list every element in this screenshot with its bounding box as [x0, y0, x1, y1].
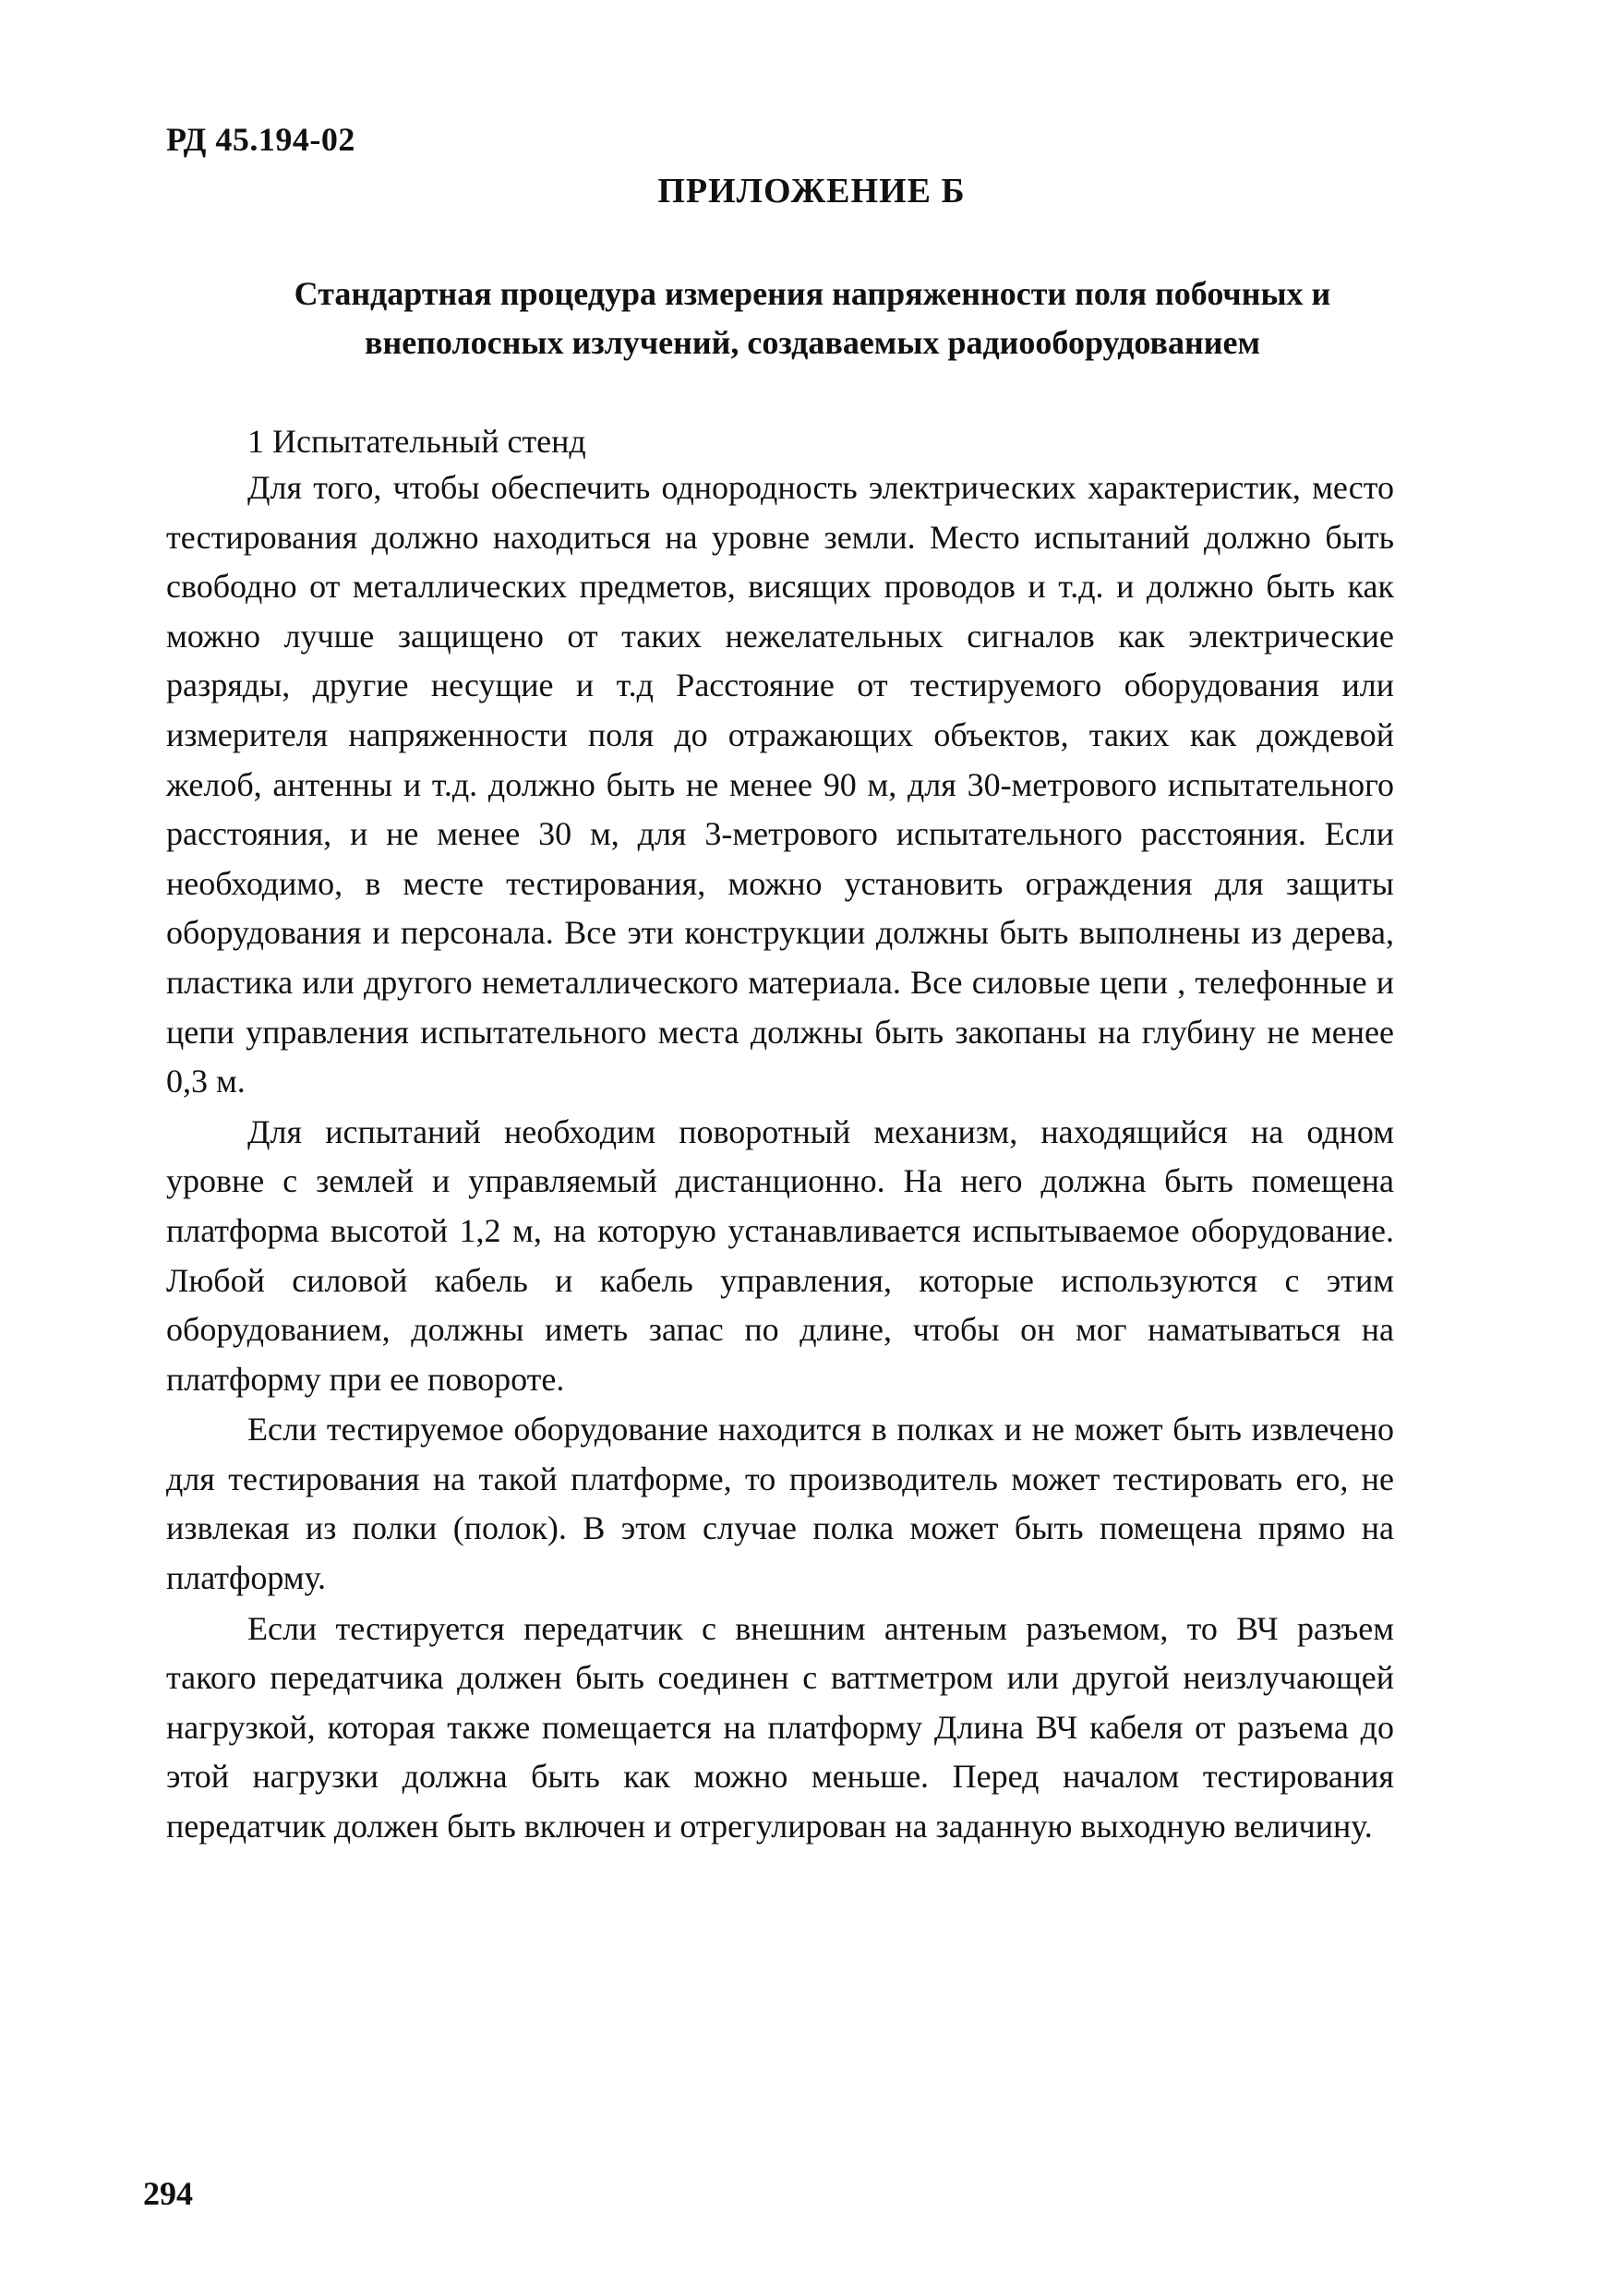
appendix-subtitle: Стандартная процедура измерения напряженности поля побочных и внеполосных излучений, создаваемых радиооборудованием	[294, 275, 1331, 361]
paragraph: Для того, чтобы обеспечить однородность электрических характеристик, место тестирования должно находиться на уровне земли. Место испытаний должно быть свободно от металлических предметов, висящих проводов и т.д. и должно быть как можно лучше защищено от таких нежелательных сигналов как электрические разряды, другие несущие и т.д Расстояние от тестируемого оборудования или измерителя напряженности поля до отражающих объектов, таких как дождевой желоб, антенны и т.д. должно быть не менее 90 м, для 30-метрового испытательного расстояния, и не менее 30 м, для 3-метрового испытательного расстояния. Если необходимо, в месте тестирования, можно установить ограждения для защиты оборудования и персонала. Все эти конструкции должны быть выполнены из дерева, пластика или другого неметаллического материала. Все силовые цепи , телефонные и цепи управления испытательного места должны быть закопаны на глубину не менее 0,3 м.	[166, 469, 1394, 1100]
appendix-title: ПРИЛОЖЕНИЕ Б	[657, 172, 966, 210]
paragraph: Для испытаний необходим поворотный механизм, находящийся на одном уровне с землей и управляемый дистанционно. На него должна быть помещена платформа высотой 1,2 м, на которую устанавливается испытываемое оборудование. Любой силовой кабель и кабель управления, которые используются с этим оборудованием, должны иметь запас по длине, чтобы он мог наматываться на платформу при ее повороте.	[166, 1112, 1394, 1398]
paragraph: Если тестируемое оборудование находится в полках и не может быть извлечено для тестирования на такой платформе, то производитель может тестировать его, не извлекая из полки (полок). В этом случае полка может быть помещена прямо на платформу.	[166, 1411, 1394, 1597]
paragraph: Если тестируется передатчик с внешним антеным разъемом, то ВЧ разъем такого передатчика должен быть соединен с ваттметром или другой неизлучающей нагрузкой, которая также помещается на платформу Длина ВЧ кабеля от разъема до этой нагрузки должна быть как можно меньше. Перед началом тестирования передатчик должен быть включен и отрегулирован на заданную выходную величину.	[166, 1609, 1394, 1845]
section-heading: 1 Испытательный стенд	[247, 423, 586, 460]
document-code: РД 45.194-02	[166, 121, 355, 158]
body-text	[166, 463, 1394, 1853]
page-number: 294	[143, 2175, 193, 2212]
